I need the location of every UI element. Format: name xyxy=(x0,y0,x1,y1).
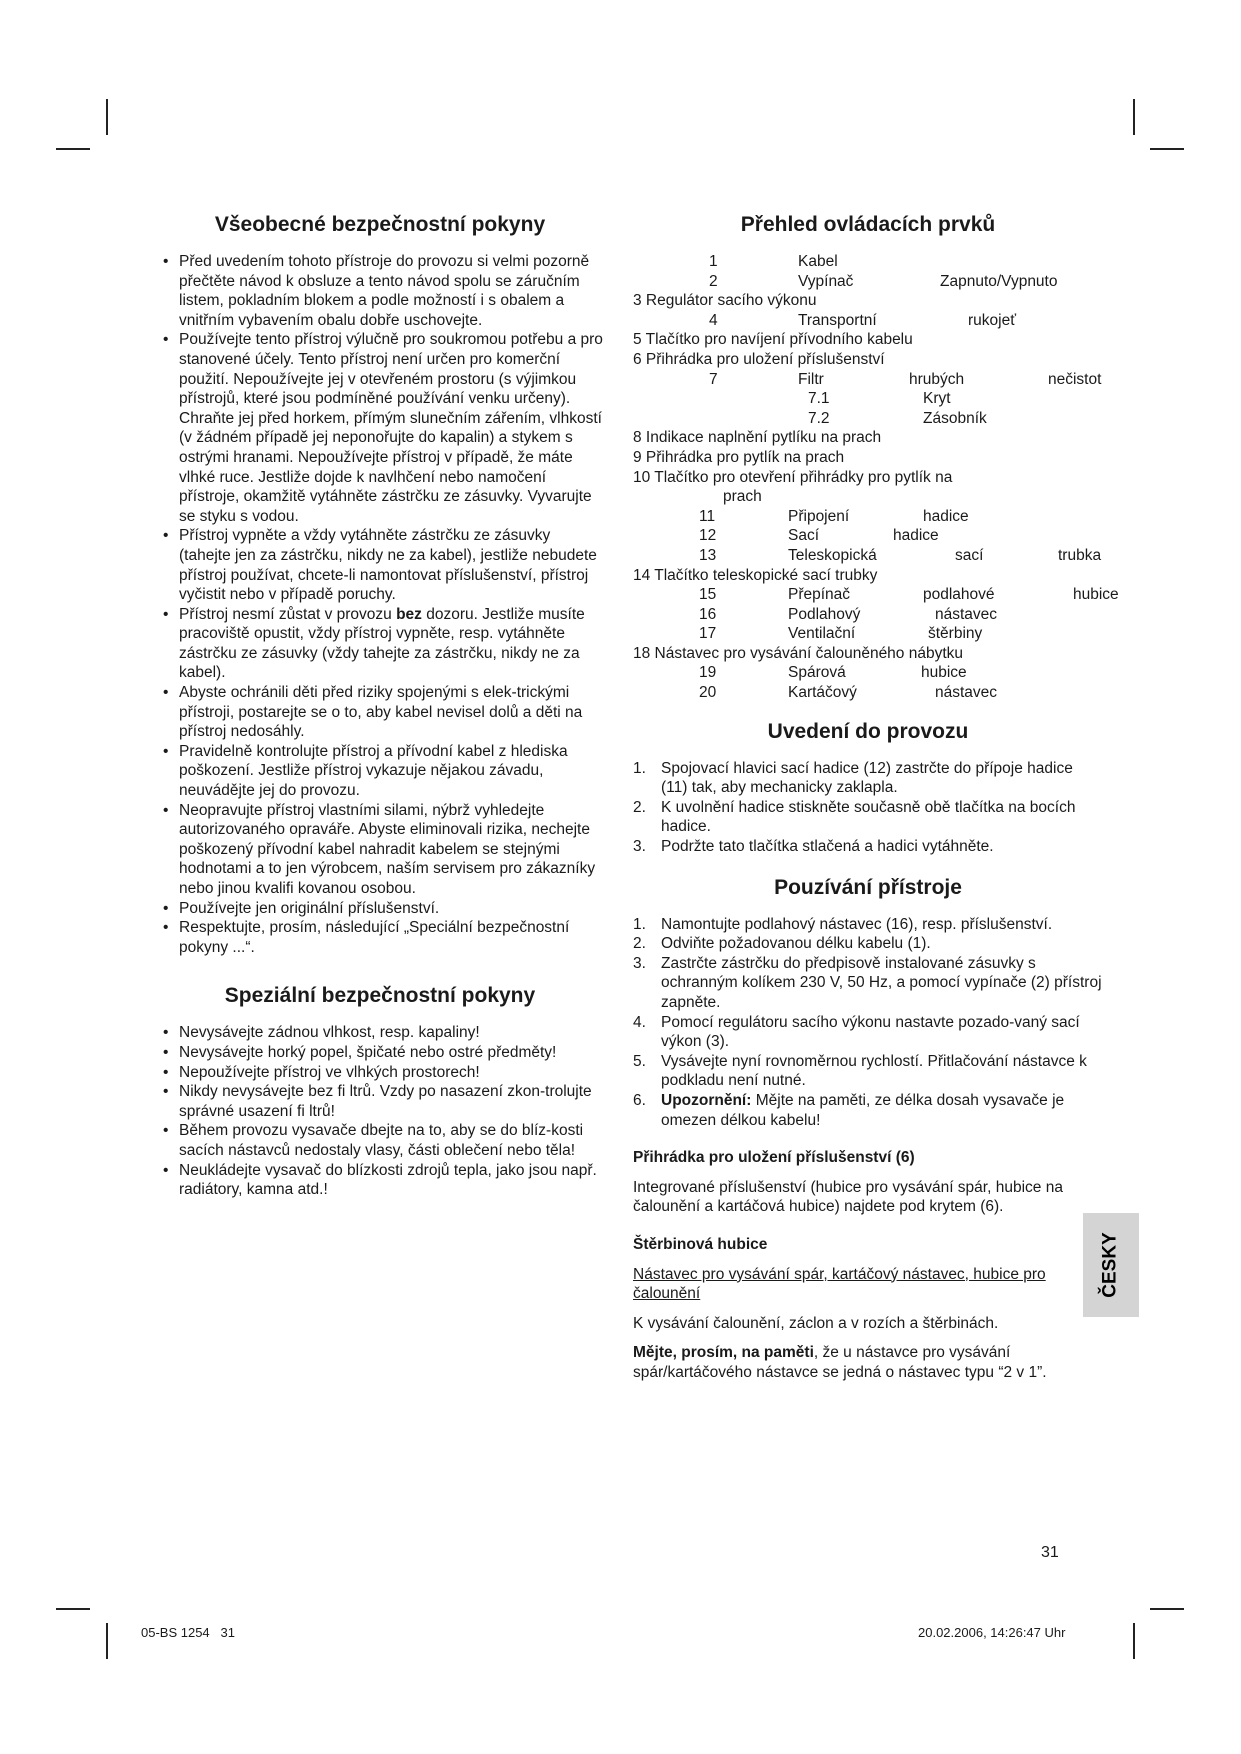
control-number: 17 xyxy=(699,625,717,643)
control-label: Sací xyxy=(788,527,820,545)
control-item xyxy=(633,428,1103,448)
list-item: • Neopravujte přístroj vlastními silami, nýbrž vyhledejte autorizovaného opraváře. Abyste eliminovali rizika, nechejte poškozený přívodní kabel nahradit kabelem se stejnými hodnotami a to jen výrobcem, naším servisem pro zákazníky nebo jinou kvalifi kovanou osobou. xyxy=(155,801,605,899)
crevice-tool-heading: Štěrbinová hubice xyxy=(633,1235,768,1253)
crop-mark xyxy=(106,1623,108,1659)
step-number: 3. xyxy=(633,954,646,972)
control-label: prach xyxy=(723,488,762,506)
accessory-compartment-text: Integrované příslušenství (hubice pro vysávání spár, hubice na čalounění a kartáčová hubice) najdete pod krytem (6). xyxy=(633,1178,1063,1216)
control-item xyxy=(633,389,1103,409)
control-label: hrubých xyxy=(909,370,965,388)
usage-steps xyxy=(633,915,1103,1131)
control-label: nástavec xyxy=(935,605,998,623)
list-item: • Používejte tento přístroj výlučně pro soukromou potřebu a pro stanovené účely. Tento přístroj není určen pro komerční použití. Nepoužívejte jej v otevřeném prostoru (s výjimkou přístrojů, které jsou podmíněné používání venku určeny). Chraňte jej před horkem, přímým slunečním zářením, vlhkostí (v žádném případě jej neponořujte do kapalin) a stykem s ostrými hranami. Nepoužívejte přístroj v případě, že máte vlhké ruce. Jestliže dojde k navlhčení nebo namočení přístroje, okamžitě vytáhněte zástrčku ze zásuvky. Vyvarujte se styku s vodou. xyxy=(155,330,605,526)
controls-overview-title: Přehled ovládacích prvků xyxy=(740,213,996,236)
control-number: 13 xyxy=(699,546,717,564)
control-label: rukojeť xyxy=(968,311,1017,329)
control-label: nástavec xyxy=(935,684,998,702)
control-item xyxy=(633,526,1103,546)
list-item: • Během provozu vysavače dbejte na to, aby se do blíz-kosti sacích nástavců nedostaly vlasy, části oblečení nebo těla! xyxy=(155,1121,605,1160)
control-label: Spárová xyxy=(788,664,846,682)
control-number: 15 xyxy=(699,586,717,604)
step-text: Vysávejte nyní rovnoměrnou rychlostí. Přitlačování nástavce k podkladu není nutné. xyxy=(661,1052,1087,1090)
step-number: 2. xyxy=(633,798,646,816)
control-item xyxy=(633,409,1103,429)
control-number: 16 xyxy=(699,605,717,623)
page-number: 31 xyxy=(1041,1544,1059,1561)
list-item xyxy=(633,954,1103,1013)
note-paragraph xyxy=(633,1343,1103,1382)
control-item xyxy=(633,311,1103,331)
note-bold: Mějte, prosím, na paměti xyxy=(633,1344,814,1362)
control-label: Teleskopická xyxy=(788,546,877,564)
step-number: 4. xyxy=(633,1013,646,1031)
list-item: • Před uvedením tohoto přístroje do provozu si velmi pozorně přečtěte návod k obsluze a tento návod spolu se záručním listem, pokladním blokem a podle možností i s obalem a vnitřním vybavením obalu dobře uschovejte. xyxy=(155,252,605,330)
list-item xyxy=(633,837,1103,857)
step-number: 5. xyxy=(633,1052,646,1070)
special-safety-title: Speziální bezpečnostní pokyny xyxy=(224,984,536,1008)
control-label: 14 Tlačítko teleskopické sací trubky xyxy=(633,566,878,584)
control-label: Ventilační xyxy=(788,625,856,643)
step-text: Mějte na paměti, ze délka dosah vysavače je omezen délkou kabelu! xyxy=(661,1091,1065,1129)
control-number: 1 xyxy=(709,253,718,270)
control-label: 6 Přihrádka pro uložení příslušenství xyxy=(633,350,885,368)
step-text: Zastrčte zástrčku do předpisově instalované zásuvky s ochranným kolíkem 230 V, 50 Hz, a pomocí vypínače (2) přístroj zapněte. xyxy=(661,954,1102,1011)
control-label: hubice xyxy=(921,664,967,682)
step-text: Odviňte požadovanou délku kabelu (1). xyxy=(661,935,931,953)
control-item xyxy=(633,585,1119,605)
control-label: Kryt xyxy=(923,390,951,408)
crop-mark xyxy=(1133,1623,1135,1659)
list-item: • Pravidelně kontrolujte přístroj a přívodní kabel z hlediska poškození. Jestliže přístroj vykazuje nějakou závadu, neuvádějte jej do provozu. xyxy=(155,742,605,801)
control-number: 20 xyxy=(699,684,717,702)
startup-steps xyxy=(633,759,1103,857)
control-item xyxy=(633,644,1103,664)
control-item xyxy=(633,350,1103,370)
crop-mark xyxy=(56,1608,90,1610)
control-label: Přepínač xyxy=(788,586,851,604)
footer-left: 05-BS 1254 31 xyxy=(141,1625,235,1640)
step-text: Spojovací hlavici sací hadice (12) zastrčte do přípoje hadice (11) tak, aby mechanicky zaklapla. xyxy=(661,759,1073,797)
warning-label: Upozornění: xyxy=(661,1091,752,1109)
control-number: 7.2 xyxy=(808,409,830,427)
control-label: 18 Nástavec pro vysávání čalouněného nábytku xyxy=(633,644,964,662)
control-label: Kabel xyxy=(798,253,838,270)
list-item-bold: bez xyxy=(396,605,422,623)
control-label: 9 Přihrádka pro pytlík na prach xyxy=(633,448,845,466)
list-item-text: dozoru. Jestliže musíte pracoviště opustit, vždy přístroj vypněte, resp. vytáhněte zástrčku ze zásuvky (vždy tahejte za zástrčku, nikdy ne za kabel). xyxy=(179,605,585,682)
list-item: • Nevysávejte horký popel, špičaté nebo ostré předměty! xyxy=(155,1043,605,1063)
control-number: 11 xyxy=(699,507,716,525)
list-item xyxy=(633,1091,1103,1130)
control-label: 5 Tlačítko pro navíjení přívodního kabelu xyxy=(633,331,913,349)
control-label: 8 Indikace naplnění pytlíku na prach xyxy=(633,429,882,447)
crevice-tool-subheading: Nástavec pro vysávání spár, kartáčový nástavec, hubice pro čalounění xyxy=(633,1265,1046,1303)
accessory-compartment-heading: Přihrádka pro uložení příslušenství (6) xyxy=(633,1149,915,1167)
control-item xyxy=(633,252,1103,272)
step-text: Namontujte podlahový nástavec (16), resp. příslušenství. xyxy=(661,915,1053,933)
step-number: 6. xyxy=(633,1091,646,1109)
control-number: 7 xyxy=(709,370,718,388)
control-label: Podlahový xyxy=(788,605,861,623)
step-text: K uvolnění hadice stiskněte současně obě tlačítka na bocích hadice. xyxy=(661,798,1076,836)
list-item xyxy=(633,934,1103,954)
crop-mark xyxy=(1133,99,1135,135)
list-item: • Používejte jen originální příslušenství. xyxy=(155,899,605,919)
control-number: 4 xyxy=(709,311,718,329)
general-safety-list xyxy=(155,252,605,957)
control-item xyxy=(633,330,1103,350)
list-item: • Neukládejte vysavač do blízkosti zdrojů tepla, jako jsou např. radiátory, kamna atd.! xyxy=(155,1161,605,1200)
language-tab xyxy=(1083,1213,1139,1317)
control-item xyxy=(633,487,1103,507)
crop-mark xyxy=(106,99,108,135)
step-text: Pomocí regulátoru sacího výkonu nastavte pozado-vaný sací výkon (3). xyxy=(661,1013,1080,1051)
step-text: Podržte tato tlačítka stlačená a hadici vytáhněte. xyxy=(661,838,994,856)
control-label: hubice xyxy=(1073,586,1119,604)
control-label: 10 Tlačítko pro otevření přihrádky pro pytlík na xyxy=(633,468,953,486)
control-item xyxy=(633,624,1103,644)
crop-mark xyxy=(1150,1608,1184,1610)
list-item: • Abyste ochránili děti před riziky spojenými s elek-trickými přístroji, postarejte se o to, aby kabel nevisel dolů a děti na přístroj nedosáhly. xyxy=(155,683,605,742)
control-label: hadice xyxy=(893,527,939,545)
control-label: 3 Regulátor sacího výkonu xyxy=(633,292,817,310)
control-item xyxy=(633,370,1103,390)
crop-mark xyxy=(56,148,90,150)
control-label: sací xyxy=(955,546,984,564)
step-number: 2. xyxy=(633,935,646,953)
list-item-text: Přístroj nesmí zůstat v provozu xyxy=(179,605,397,623)
list-item xyxy=(155,605,605,683)
control-label: trubka xyxy=(1058,546,1102,564)
footer-right: 20.02.2006, 14:26:47 Uhr xyxy=(918,1625,1066,1640)
special-safety-list xyxy=(155,1023,605,1199)
control-number: 7.1 xyxy=(808,390,830,408)
control-label: štěrbiny xyxy=(928,625,983,643)
control-number: 2 xyxy=(709,272,718,290)
list-item xyxy=(633,1013,1103,1052)
controls-list xyxy=(633,252,1119,703)
note-text: , že u nástavce pro vysávání spár/kartáčového nástavce se jedná o nástavec typu “2 v 1”. xyxy=(633,1344,1047,1381)
list-item xyxy=(633,915,1103,935)
control-number: 12 xyxy=(699,527,717,545)
control-label: podlahové xyxy=(923,586,995,604)
list-item: • Přístroj vypněte a vždy vytáhněte zástrčku ze zásuvky (tahejte jen za zástrčku, nikdy ne za kabel), jestliže nebudete přístroj používat, chcete-li namontovat příslušenství, přístroj vyčistit nebo v případě poruchy. xyxy=(155,526,605,604)
control-item xyxy=(633,507,1103,527)
list-item: • Nevysávejte zádnou vlhkost, resp. kapaliny! xyxy=(155,1023,605,1043)
list-item xyxy=(633,759,1103,798)
control-label: Transportní xyxy=(798,311,877,329)
step-number: 1. xyxy=(633,915,646,933)
control-item xyxy=(633,468,1103,488)
list-item: • Respektujte, prosím, následující „Speciální bezpečnostní pokyny ...“. xyxy=(155,918,605,957)
control-label: hadice xyxy=(923,507,969,525)
list-item xyxy=(633,798,1103,837)
control-item xyxy=(633,663,1103,683)
control-item xyxy=(633,566,1103,586)
control-label: Filtr xyxy=(798,370,824,388)
list-item: • Nikdy nevysávejte bez fi ltrů. Vzdy po nasazení zkon-trolujte správné usazení fi ltrů! xyxy=(155,1082,605,1121)
crop-mark xyxy=(1150,148,1184,150)
control-label: Kartáčový xyxy=(788,684,857,702)
startup-title: Uvedení do provozu xyxy=(767,719,969,743)
crevice-tool-text: K vysávání čalounění, záclon a v rozích a štěrbinách. xyxy=(633,1314,999,1332)
control-label: Připojení xyxy=(788,507,850,525)
language-label: ČESKY xyxy=(1100,1232,1121,1298)
control-item xyxy=(633,291,1103,311)
left-column xyxy=(155,212,605,1200)
control-item xyxy=(633,683,1103,703)
control-item xyxy=(633,272,1103,292)
control-number: 19 xyxy=(699,664,717,682)
list-item: • Nepoužívejte přístroj ve vlhkých prostorech! xyxy=(155,1063,605,1083)
control-label: Zásobník xyxy=(923,409,987,427)
step-number: 1. xyxy=(633,759,646,777)
general-safety-title: Všeobecné bezpečnostní pokyny xyxy=(214,213,546,236)
step-number: 3. xyxy=(633,838,646,856)
control-label: Zapnuto/Vypnuto xyxy=(940,272,1058,290)
control-label: Vypínač xyxy=(798,272,854,290)
control-item xyxy=(633,448,1103,468)
list-item xyxy=(633,1052,1103,1091)
control-item xyxy=(633,605,1103,625)
control-label: nečistot xyxy=(1048,370,1102,388)
control-item xyxy=(633,546,1103,566)
usage-title: Pouzívání přístroje xyxy=(774,875,962,899)
